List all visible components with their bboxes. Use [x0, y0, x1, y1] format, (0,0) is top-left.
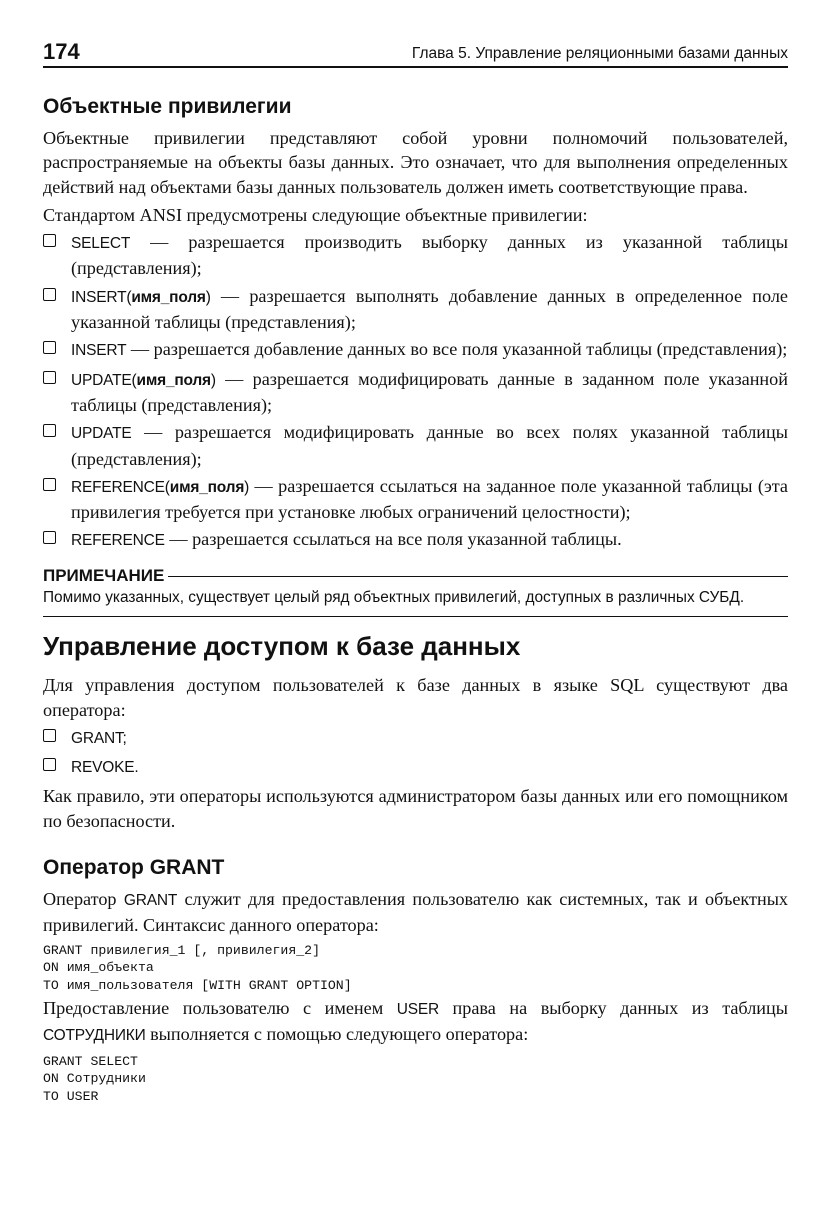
note-title: ПРИМЕЧАНИЕ	[43, 565, 165, 585]
list-item: REVOKE.	[43, 754, 788, 780]
section-title-grant: Оператор GRANT	[43, 856, 225, 880]
list-item: SELECT — разрешается производить выборку данных из указанной таблицы (представления);	[43, 230, 788, 281]
checkbox-bullet-icon	[43, 424, 56, 437]
checkbox-bullet-icon	[43, 288, 56, 301]
paragraph: Стандартом ANSI предусмотрены следующие объектные привилегии:	[43, 204, 588, 225]
list-item: UPDATE(имя_поля) — разрешается модифицировать данные в заданном поле указанной таблицы (представления);	[43, 367, 788, 418]
paragraph: Как правило, эти операторы используются администратором базы данных или его помощником по безопасности.	[43, 786, 788, 831]
list-item: GRANT;	[43, 725, 788, 751]
note-header	[43, 566, 788, 586]
code-block-syntax: GRANT привилегия_1 [, привилегия_2] ON имя_объекта TO имя_пользователя [WITH GRANT OPTION]	[43, 942, 352, 993]
code-block-example: GRANT SELECT ON Сотрудники TO USER	[43, 1053, 146, 1104]
paragraph: Предоставление пользователю с именем USER права на выборку данных из таблицы СОТРУДНИКИ выполняется с помощью следующего оператора:	[43, 998, 788, 1045]
list-item: UPDATE — разрешается модифицировать данные во всех полях указанной таблицы (представления);	[43, 420, 788, 471]
list-item: INSERT(имя_поля) — разрешается выполнять добавление данных в определенное поле указанной таблицы (представления);	[43, 284, 788, 335]
list-item: REFERENCE — разрешается ссылаться на все поля указанной таблицы.	[43, 527, 788, 553]
checkbox-bullet-icon	[43, 234, 56, 247]
checkbox-bullet-icon	[43, 478, 56, 491]
note-rule	[168, 576, 788, 577]
checkbox-bullet-icon	[43, 531, 56, 544]
list-item: INSERT — разрешается добавление данных во все поля указанной таблицы (представления);	[43, 337, 788, 363]
paragraph: Для управления доступом пользователей к базе данных в языке SQL существуют два оператора:	[43, 675, 788, 720]
list-item: REFERENCE(имя_поля) — разрешается ссылаться на заданное поле указанной таблицы (эта привилегия требуется при установке любых ограничений целостности);	[43, 474, 788, 525]
page-number: 174	[43, 39, 80, 64]
book-page	[43, 38, 788, 1105]
checkbox-bullet-icon	[43, 758, 56, 771]
checkbox-bullet-icon	[43, 341, 56, 354]
paragraph: Оператор GRANT служит для предоставления пользователю как системных, так и объектных привилегий. Синтаксис данного оператора:	[43, 889, 789, 936]
operator-list	[43, 725, 788, 781]
running-header	[43, 38, 788, 68]
paragraph: Объектные привилегии представляют собой уровни полномочий пользователей, распространяемые на объекты базы данных. Это означает, что для выполнения определенных действий над объектами базы данных пользователь должен иметь соответствующие права.	[43, 128, 788, 197]
note-text: Помимо указанных, существует целый ряд объектных привилегий, доступных в различных СУБД.	[43, 588, 745, 606]
section-title-access-control: Управление доступом к базе данных	[43, 631, 521, 662]
chapter-title: Глава 5. Управление реляционными базами данных	[411, 45, 788, 62]
section-title-object-privileges: Объектные привилегии	[43, 95, 292, 118]
privilege-list	[43, 230, 788, 554]
checkbox-bullet-icon	[43, 371, 56, 384]
note-bottom-rule	[43, 616, 788, 617]
checkbox-bullet-icon	[43, 729, 56, 742]
